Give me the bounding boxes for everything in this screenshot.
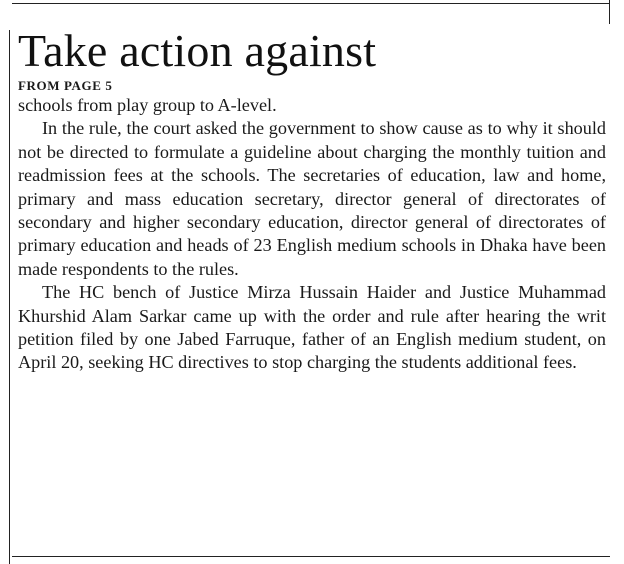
paragraph-rule: In the rule, the court asked the government to show cause as to why it should not be directed to formulate a guideline about charging the monthly tuition and readmission fees at the schools. The secretaries of education, law and home, primary and mass education secretary, director general of directorates of secondary and higher secondary education, director general of directorates of primary education and heads of 23 English medium schools in Dhaka have been made respondents to the rules. bbox=[18, 118, 606, 279]
paragraph-bench: The HC bench of Justice Mirza Hussain Haider and Justice Muhammad Khurshid Alam Sarkar came up with the order and rule after hearing the writ petition filed by one Jabed Farruque, father of an English medium student, on April 20, seeking HC directives to stop charging the students additional fees. bbox=[18, 282, 606, 373]
top-rule bbox=[12, 3, 610, 4]
news-article bbox=[18, 24, 606, 375]
bottom-rule bbox=[12, 556, 610, 557]
jump-line: FROM PAGE 5 bbox=[18, 78, 113, 93]
right-rule bbox=[609, 0, 610, 24]
headline: Take action against bbox=[18, 25, 377, 76]
left-column-rule bbox=[9, 30, 10, 564]
paragraph-continuation: schools from play group to A-level. bbox=[18, 95, 277, 115]
